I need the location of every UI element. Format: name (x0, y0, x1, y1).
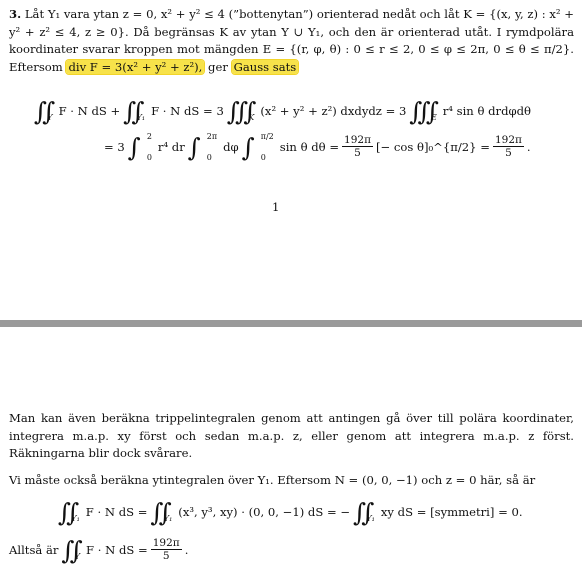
page-separator (0, 320, 582, 327)
page-2 (0, 327, 582, 581)
eq-term: [− cos θ]₀^{π/2} = (376, 139, 490, 154)
integral-subscript: Y (74, 552, 81, 561)
paragraph-alternative: Man kan även beräkna trippelintegralen genom att antingen gå över till polära koordinater, integrera m.a.p. xy först och sedan m.a.p. z, eller genom att integrera m.a.p. z först. Räkningarna blir dock svårare. (9, 411, 574, 460)
paragraph-surface-y1: Vi måste också beräkna ytintegralen över Y₁. Eftersom N = (0, 0, −1) och z = 0 här, så är (9, 473, 536, 487)
integral-subscript: Y (47, 113, 53, 122)
triple-integral-symbol: ∭ (226, 97, 248, 126)
eq-term: xy dS = [symmetri] = 0. (380, 504, 523, 519)
problem-line-3: koordinater svarar kroppen mot mängden E = {(r, φ, θ) : 0 ≤ r ≤ 2, 0 ≤ φ ≤ 2π, 0 ≤ θ ≤ π/2}. (9, 42, 574, 56)
eq-term: (x³, y³, xy) · (0, 0, −1) dS = − (178, 504, 351, 519)
page-number: 1 (272, 200, 280, 214)
triple-integral-symbol: ∭ (409, 97, 430, 126)
integral-subscript: Y₁ (163, 514, 173, 523)
integral-subscript: K (248, 113, 255, 122)
equation-surface-integral (58, 497, 523, 526)
eq-term: sin θ dθ = (279, 139, 340, 154)
double-integral-symbol: ∬ (34, 97, 47, 126)
integral-symbol: ∫ (127, 133, 141, 162)
eq-term: Alltså är (9, 542, 59, 557)
conclusion (9, 535, 188, 564)
highlight-divergence: div F = 3(x² + y² + z²), (68, 59, 203, 74)
double-integral-symbol: ∬ (150, 498, 163, 527)
eq-term: (x² + y² + z²) dxdydz = 3 (260, 103, 407, 118)
problem-line-2: x² + y² + z² ≤ 4, z ≥ 0}. Då begränsas K av ytan Y ∪ Y₁, och den är orienterad utåt. I rymdpolära (9, 7, 574, 39)
problem-line-1: Låt Y₁ vara ytan z = 0, x² + y² ≤ 4 (”bottenytan”) orienterad nedåt och låt K = {(x, y, z) : (24, 7, 546, 21)
problem-line-4-mid: ger (208, 59, 228, 74)
integral-subscript: Y₁ (71, 514, 80, 523)
problem-number: 3. (9, 7, 22, 21)
integral-limits: 2 0 (146, 131, 152, 162)
integral-limits: 2π 0 (206, 131, 218, 162)
problem-text (9, 6, 574, 76)
equation-evaluation (104, 132, 531, 161)
double-integral-symbol: ∬ (353, 498, 366, 527)
integral-symbol: ∫ (241, 133, 255, 162)
eq-term: r⁴ dr (157, 139, 185, 154)
integral-limits: π/2 0 (260, 131, 274, 162)
fraction: $\frac{192\pi}{5}$ (344, 134, 371, 159)
eq-term: F · N dS = (85, 504, 148, 519)
fraction: $\frac{192\pi}{5}$ (152, 537, 180, 562)
eq-term: . (526, 139, 531, 154)
integral-subscript: Y₁ (366, 514, 375, 523)
double-integral-symbol: ∬ (123, 97, 136, 126)
double-integral-symbol: ∬ (58, 498, 71, 527)
problem-line-4-start: Eftersom (9, 59, 63, 74)
highlight-gauss: Gauss sats (233, 59, 297, 74)
eq-term: F · N dS = (86, 542, 148, 557)
eq-term: F · N dS + (58, 103, 121, 118)
integral-subscript: E (430, 113, 437, 122)
equation-gauss (34, 96, 531, 125)
integral-subscript: Y₁ (136, 113, 146, 122)
eq-term: = 3 (104, 139, 125, 154)
fraction: $\frac{192\pi}{5}$ (494, 134, 522, 159)
eq-term: dφ (223, 139, 239, 154)
eq-term: . (184, 542, 189, 557)
eq-term: F · N dS = 3 (151, 103, 224, 118)
double-integral-symbol: ∬ (61, 536, 74, 565)
integral-symbol: ∫ (187, 133, 201, 162)
eq-term: r⁴ sin θ drdφdθ (442, 103, 532, 118)
